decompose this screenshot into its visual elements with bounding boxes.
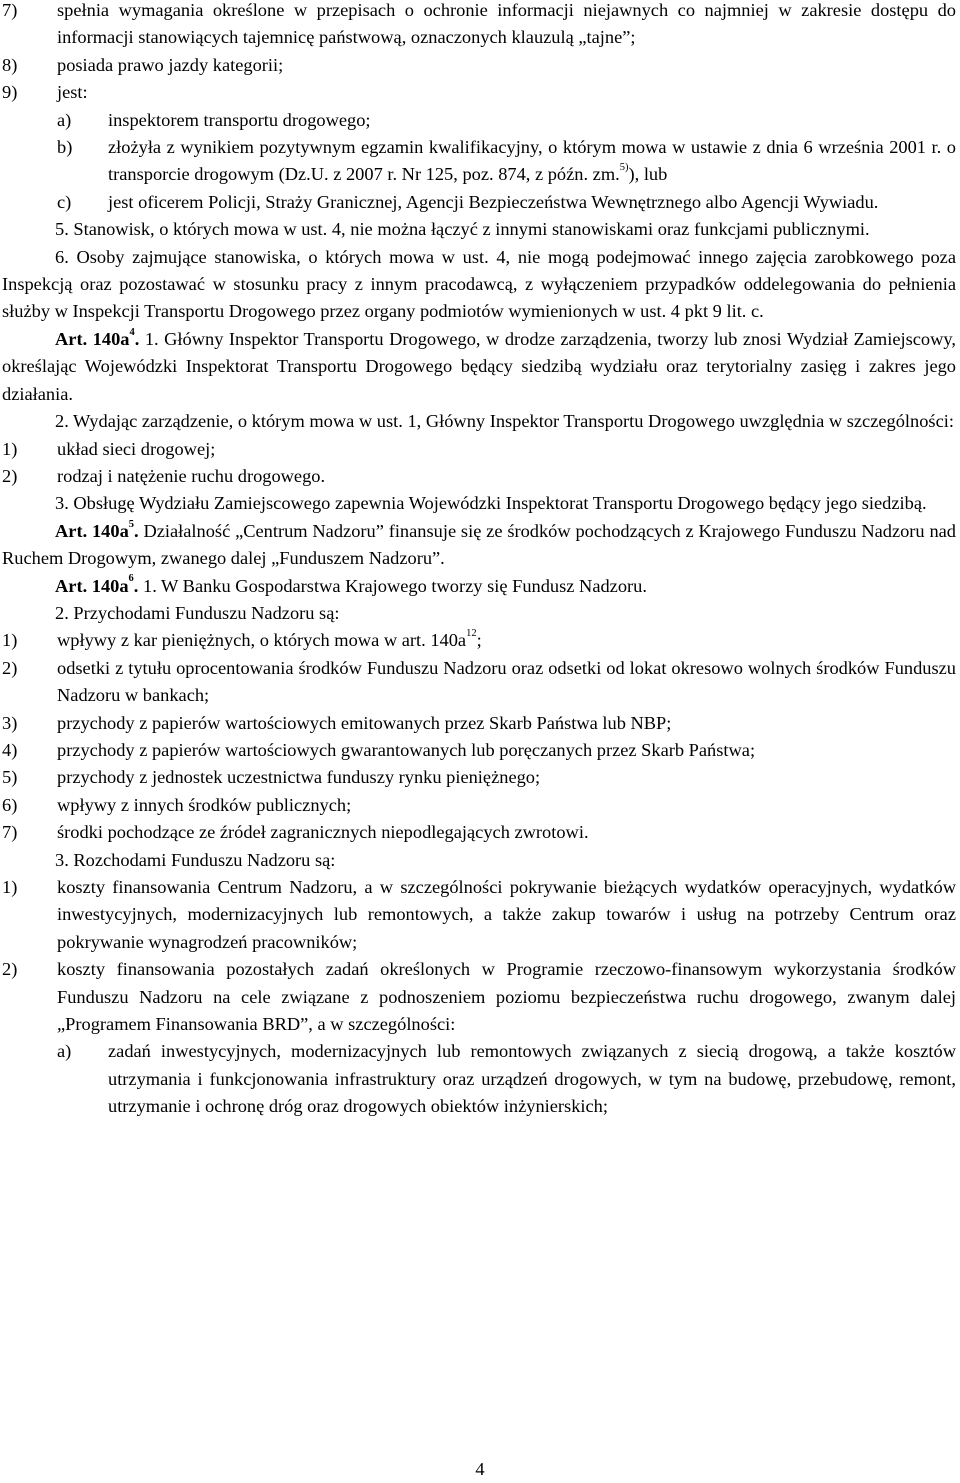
item-text: posiada prawo jazdy kategorii;	[57, 54, 284, 75]
item-text: środki pochodzące ze źródeł zagranicznych niepodlegających zwrotowi.	[57, 822, 589, 843]
article-text: 1. W Banku Gospodarstwa Krajowego tworzy się Fundusz Nadzoru.	[138, 575, 647, 596]
list-item	[2, 819, 956, 846]
item-text: przychody z papierów wartościowych emitowanych przez Skarb Państwa lub NBP;	[57, 712, 672, 733]
item-number: 9)	[2, 82, 18, 103]
item-number: 8)	[2, 54, 18, 75]
footnote-ref: 5)	[619, 162, 629, 174]
item-number: 1)	[2, 630, 18, 651]
article-text: 1. Główny Inspektor Transportu Drogowego, w drodze zarządzenia, tworzy lub znosi Wydział Zamiejscowy, określając Wojewódzki Inspektorat Transportu Drogowego będący siedzibą wydziału oraz terytorialny zasięg i zakres jego działania.	[2, 328, 956, 404]
list-item	[2, 792, 956, 819]
paragraph-3-expenses: 3. Rozchodami Funduszu Nadzoru są:	[55, 849, 336, 870]
item-text: wpływy z kar pieniężnych, o których mowa w art. 140a	[57, 630, 467, 651]
item-number: 5)	[2, 767, 18, 788]
item-text: przychody z jednostek uczestnictwa funduszy rynku pieniężnego;	[57, 767, 541, 788]
article-label: Art. $140a^5$.	[55, 518, 139, 541]
paragraph-3: 3. Obsługę Wydziału Zamiejscowego zapewnia Wojewódzki Inspektorat Transportu Drogowego będący jego siedzibą.	[55, 493, 927, 514]
article-140a4	[2, 326, 956, 408]
list-item	[2, 737, 956, 764]
page-number: 4	[475, 1459, 485, 1479]
list-item	[2, 956, 956, 1038]
sub-item-letter: b)	[57, 137, 73, 158]
item-number: 3)	[2, 712, 18, 733]
sub-item	[2, 134, 956, 189]
list-item	[2, 0, 956, 52]
item-tail: ;	[476, 630, 482, 651]
list-item	[2, 436, 956, 463]
sub-item-text: zadań inwestycyjnych, modernizacyjnych lub remontowych związanych z siecią drogową, a także kosztów utrzymania i funkcjonowania infrastruktury oraz urządzeń drogowych, w tym na budowę, przebudowę, remont, utrzymanie i ochronę dróg oraz drogowych obiektów inżynierskich;	[108, 1041, 956, 1117]
item-text: wpływy z innych środków publicznych;	[57, 794, 352, 815]
sub-item	[2, 189, 956, 216]
item-number: 7)	[2, 822, 18, 843]
sub-item-body	[108, 134, 956, 189]
list-item	[2, 764, 956, 791]
paragraph-2-income: 2. Przychodami Funduszu Nadzoru są:	[55, 602, 340, 623]
item-text: przychody z papierów wartościowych gwarantowanych lub poręczanych przez Skarb Państwa;	[57, 739, 756, 760]
item-number: 4)	[2, 739, 18, 760]
sub-item	[2, 1038, 956, 1120]
sub-item	[2, 107, 956, 134]
paragraph-5: 5. Stanowisk, o których mowa w ust. 4, nie można łączyć z innymi stanowiskami oraz funkcjami publicznymi.	[55, 219, 870, 240]
list-item	[2, 52, 956, 79]
item-text: odsetki z tytułu oprocentowania środków Funduszu Nadzoru oraz odsetki od lokat okresowo wolnych środków Funduszu Nadzoru w bankach;	[57, 657, 956, 706]
item-text: spełnia wymagania określone w przepisach o ochronie informacji niejawnych co najmniej w zakresie dostępu do informacji stanowiących tajemnicę państwową, oznaczonych klauzulą „tajne”;	[57, 0, 956, 48]
page-content	[2, 0, 956, 1121]
item-text: koszty finansowania pozostałych zadań określonych w Programie rzeczowo-finansowym wykorzystania środków Funduszu Nadzoru na cele związane z podnoszeniem poziomu bezpieczeństwa ruchu drogowego, zwanym dalej „Programem Finansowania BRD”, a w szczególności:	[57, 959, 956, 1035]
sub-item-tail: ), lub	[628, 164, 668, 185]
article-text: Działalność „Centrum Nadzoru” finansuje się ze środków pochodzących z Krajowego Funduszu Nadzoru nad Ruchem Drogowym, zwanego dalej „Funduszem Nadzoru”.	[2, 520, 956, 569]
article-label: Art. $140a^4$.	[55, 326, 140, 349]
sub-item-text: inspektorem transportu drogowego;	[108, 109, 371, 130]
paragraph-2: 2. Wydając zarządzenie, o którym mowa w ust. 1, Główny Inspektor Transportu Drogowego uwzględnia w szczególności:	[55, 411, 954, 432]
list-item	[2, 79, 956, 106]
list-item	[2, 655, 956, 710]
item-text: jest:	[57, 82, 88, 103]
item-number: 1)	[2, 438, 18, 459]
item-number: 2)	[2, 959, 18, 980]
article-140a5	[2, 518, 956, 573]
item-number: 2)	[2, 657, 18, 678]
sub-item-letter: a)	[57, 1041, 72, 1062]
sub-item-letter: c)	[57, 191, 72, 212]
sub-item-letter: a)	[57, 109, 72, 130]
article-label: Art. $140a^6$.	[55, 573, 139, 596]
item-text: koszty finansowania Centrum Nadzoru, a w szczególności pokrywanie bieżących wydatków operacyjnych, wydatków inwestycyjnych, modernizacyjnych lub remontowych, a także zakup towarów i usług na potrzeby Centrum oraz pokrywanie wynagrodzeń pracowników;	[57, 877, 956, 952]
paragraph-6: 6. Osoby zajmujące stanowiska, o których mowa w ust. 4, nie mogą podejmować innego zajęcia zarobkowego poza Inspekcją oraz pozostawać w stosunku pracy z innym pracodawcą, z wyłączeniem przypadków oddelegowania do pełnienia służby w Inspekcji Transportu Drogowego przez organy podmiotów wymienionych w ust. 4 pkt 9 lit. c.	[2, 246, 956, 322]
item-number: 6)	[2, 794, 18, 815]
item-body	[57, 627, 956, 654]
superscript: 12	[466, 628, 477, 640]
article-140a6	[2, 573, 956, 600]
item-number: 1)	[2, 877, 18, 897]
list-item	[2, 627, 956, 654]
list-item	[2, 874, 956, 956]
sub-item-text: złożyła z wynikiem pozytywnym egzamin kwalifikacyjny, o którym mowa w ustawie z dnia 6 września 2001 r. o transporcie drogowym (Dz.U. z 2007 r. Nr 125, poz. 874, z późn. zm.	[108, 137, 956, 185]
item-number: 2)	[2, 465, 18, 486]
item-text: układ sieci drogowej;	[57, 438, 216, 459]
list-item	[2, 710, 956, 737]
sub-item-text: jest oficerem Policji, Straży Granicznej, Agencji Bezpieczeństwa Wewnętrznego albo Agencji Wywiadu.	[108, 191, 879, 212]
item-text: rodzaj i natężenie ruchu drogowego.	[57, 465, 326, 486]
item-number: 7)	[2, 0, 18, 20]
list-item	[2, 463, 956, 490]
